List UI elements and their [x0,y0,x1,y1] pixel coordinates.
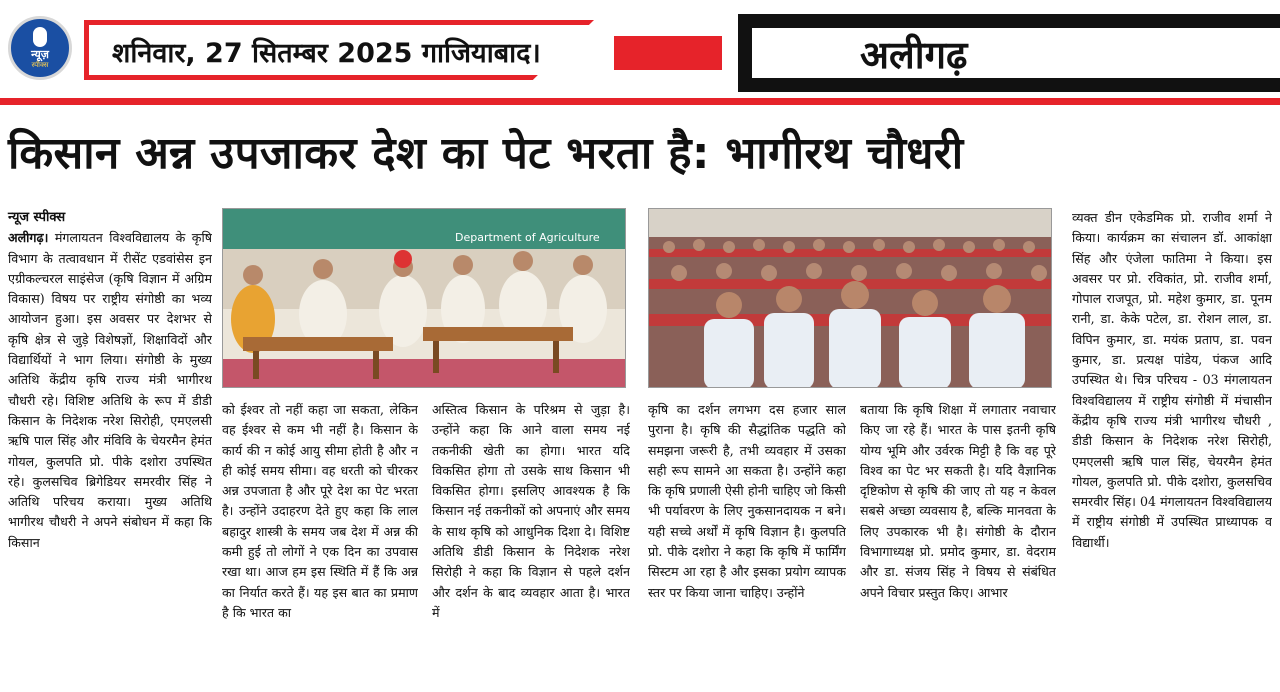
city-frame [738,14,1280,92]
stage-banner-text: Department of Agriculture [455,231,600,244]
city-name: अलीगढ़ [860,33,968,77]
dateline: अलीगढ़। [8,230,49,246]
photo-stage-dignitaries [222,208,626,388]
logo-text: न्यूज़ [31,48,49,61]
column-6-body: व्यक्त डीन एकेडमिक प्रो. राजीव शर्मा ने किया। कार्यक्रम का संचालन डॉ. आकांक्षा सिंह और एंजेला फातिमा ने किया। इस अवसर पर प्रो. रविकांत, प्रो. राजीव शर्मा, गोपाल राजपूत, प्रो. महेश कुमार, डा. पूनम रानी, डा. केके पटेल, डा. रोशन लाल, डा. विपिन कुमार, डा. मयंक प्रताप, डा. पवन कुमार, डा. प्रत्यक्ष पांडेय, पंकज आदि उपस्थित थे। चित्र परिचय - 03 मंगलायतन विश्वविद्यालय में राष्ट्रीय संगोष्ठी में मंचासीन केंद्रीय कृषि राज्य मंत्री भागीरथ चौधरी , डीडी किसान के निदेशक नरेश सिरोही, एमएलसी ऋषि पाल सिंह, चेयरमैन हेमंत गोयल, कुलपति प्रो. पीके दशोरा, कुलसचिव समरवीर सिंह। 04 मंगलायतन विश्वविद्यालय में राष्ट्रीय संगोष्ठी में उपस्थित प्राध्यापक व विद्यार्थी। [1072,210,1272,550]
date-line: शनिवार, 27 सितम्बर 2025 गाजियाबाद। [112,38,541,69]
column-1-text [8,228,212,553]
column-5-body: बताया कि कृषि शिक्षा में लगातार नवाचार किए जा रहे हैं। भारत के पास इतनी कृषि योग्य भूमि और उर्वरक मिट्टी है कि वह पूरे विश्व का पेट भर सकती है। यदि वैज्ञानिक दृष्टिकोण से कृषि की जाए तो यह न केवल सबसे अच्छा व्यवसाय है, बल्कि मानवता के लिए उपकारक भी है। संगोष्ठी के दौरान विभागाध्यक्ष प्रो. प्रमोद कुमार, डा. वेदराम और डा. संजय सिंह ने विषय से संबंधित अपने विचार प्रस्तुत किए। आभार [860,402,1056,600]
article-column-1 [8,208,212,688]
article-column-6 [1072,208,1272,690]
article-column-5 [860,400,1056,690]
masthead-divider [0,98,1280,105]
audience-photo-illustration [649,209,1052,388]
article-column-2 [222,400,418,690]
article-column-3 [432,400,630,690]
article-column-4 [648,400,846,690]
microphone-icon [33,27,47,47]
newspaper-logo [8,16,72,80]
logo-subtext: स्पीक्स [31,61,49,69]
headline: किसान अन्न उपजाकर देश का पेट भरता है: भागीरथ चौधरी [8,128,964,179]
byline-source: न्यूज स्पीक्स [8,210,66,225]
red-accent-block [614,36,722,70]
column-3-body: अस्तित्व किसान के परिश्रम से जुड़ा है। उन्होंने कहा कि आने वाला समय नई तकनीकी खेती का होगा। भारत यदि विकसित होगा तो उसके साथ किसान भी विकसित होगा। इसलिए आवश्यक है कि किसान नई तकनीकों को अपनाएं और समय के साथ कृषि को आधुनिक दिशा दे। विशिष्ट अतिथि डीडी किसान के निदेशक नरेश सिरोही ने कहा कि विज्ञान से पहले दर्शन और दर्शन के बाद व्यवहार आता है। भारत में [432,402,630,620]
column-2-body: को ईश्वर तो नहीं कहा जा सकता, लेकिन वह ईश्वर से कम भी नहीं है। किसान के कार्य की न कोई आयु सीमा होती है और न ही कोई समय सीमा। वह धरती को चीरकर अन्न उपजाता है और पूरे देश का पेट भरता है। उन्होंने उदाहरण देते हुए कहा कि लाल बहादुर शास्त्री के समय जब देश में अन्न की कमी हुई तो लोगों ने एक दिन का उपवास रखा था। आज हम इस स्थिति में हैं कि अन्न का निर्यात करते हैं। यह इस बात का प्रमाण है कि भारत का [222,402,418,620]
stage-photo-illustration [223,209,626,388]
column-4-body: कृषि का दर्शन लगभग दस हजार साल पुराना है। कृषि की सैद्धांतिक पद्धति को समझना जरूरी है, तभी व्यवहार में उसका सही रूप सामने आ सकता है। उन्होंने कहा कि कृषि प्रणाली ऐसी होनी चाहिए जो किसी भी पर्यावरण के लिए नुकसानदायक न बने। यही सच्चे अर्थों में कृषि विज्ञान है। कुलपति प्रो. पीके दशोरा ने कहा कि कृषि में फार्मिंग सिस्टम आ रहा है और इसका प्रयोग व्यापक स्तर पर किया जाना चाहिए। उन्होंने [648,402,846,600]
column-1-body: मंगलायतन विश्वविद्यालय के कृषि विभाग के तत्वावधान में रीसेंट एडवांसेस इन एग्रीकल्चरल साइंसेज (कृषि विज्ञान में अग्रिम विकास) विषय पर राष्ट्रीय संगोष्ठी का भव्य आयोजन हुआ। इस अवसर पर देशभर से कृषि क्षेत्र से जुड़े विशेषज्ञों, शिक्षाविदों और विद्यार्थियों ने भाग लिया। संगोष्ठी के मुख्य अतिथि केंद्रीय कृषि राज्य मंत्री भागीरथ चौधरी रहे। विशिष्ट अतिथि के रूप में डीडी किसान के निदेशक नरेश सिरोही, एमएलसी ऋषि पाल सिंह और मंविवि के चेयरमैन हेमंत गोयल, कुलपति प्रो. पीके दशोरा उपस्थित रहे। कुलसचिव ब्रिगेडियर समरवीर सिंह ने अतिथि परिचय कराया। मुख्य अतिथि भागीरथ चौधरी ने अपने संबोधन में कहा कि किसान [8,230,212,550]
photo-audience [648,208,1052,388]
